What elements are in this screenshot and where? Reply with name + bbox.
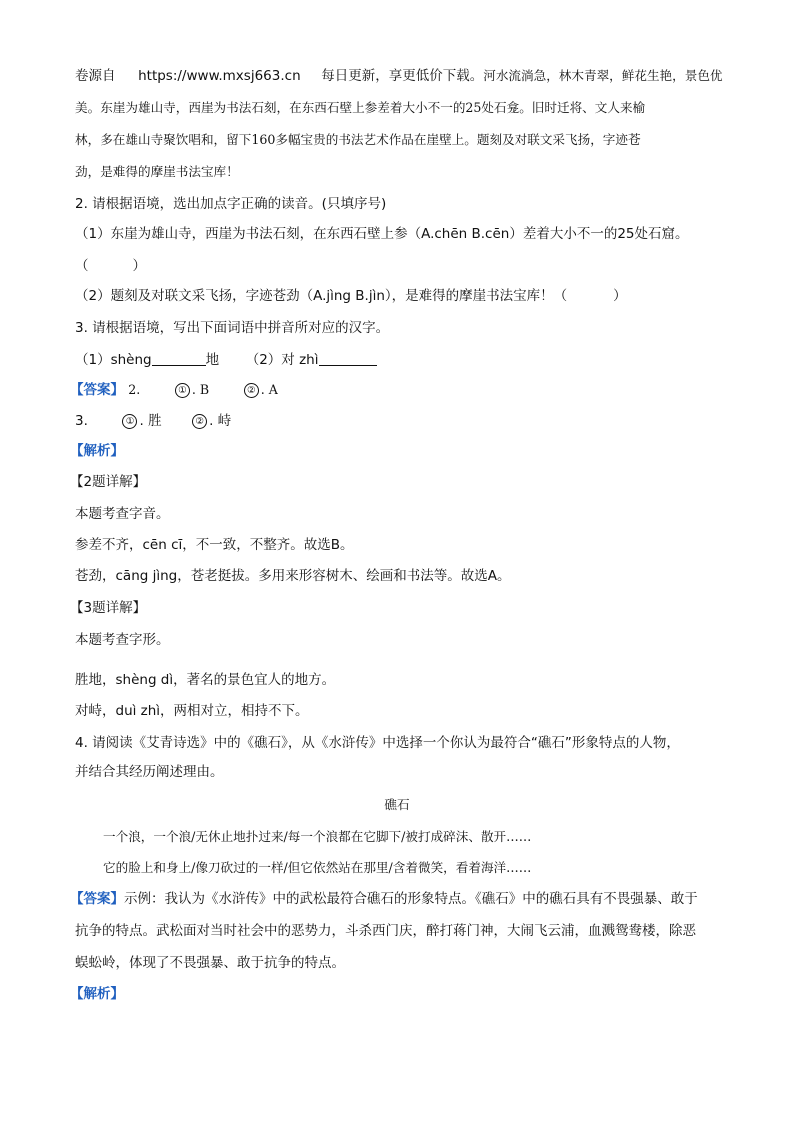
intro-text: 河水流淌急，林木青翠，鲜花生艳，景色优 [483, 68, 723, 83]
q2-detail-tag: 【2题详解】 [70, 474, 147, 490]
q3-detail-tag: 【3题详解】 [70, 600, 147, 616]
q3-title: 3. 请根据语境，写出下面词语中拼音所对应的汉字。 [75, 320, 390, 336]
answer-block-2-line-1: 【答案】示例：我认为《水浒传》中的武松最符合礁石的形象特点。《礁石》中的礁石具有不畏强暴、敢于 [70, 891, 698, 907]
answer-block-2-line-3: 蜈蚣岭，体现了不畏强暴、敢于抗争的特点。 [75, 955, 345, 971]
q2-title: 2. 请根据语境，选出加点字正确的读音。(只填序号) [75, 196, 387, 212]
q3-item-1-prefix: （1）shèng [75, 352, 152, 368]
q3-item-2-prefix: （2）对 zhì [245, 352, 319, 368]
q2-detail-line-2: 参差不齐，cēn cī，不一致，不整齐。故选B。 [75, 537, 354, 553]
intro-line-2: 美。东崖为雄山寺，西崖为书法石刻，在东西石壁上参差着大小不一的25处石龛。旧时迁将、文人来榆 [75, 100, 646, 115]
q2-item-2: （2）题刻及对联文采飞扬，字迹苍劲（A.jìng B.jìn），是难得的摩崖书法宝库！（ ） [75, 288, 627, 304]
q2-detail-line-1: 本题考查字音。 [75, 506, 170, 522]
q2-detail-line-3: 苍劲，cāng jìng，苍老挺拔。多用来形容树木、绘画和书法等。故选A。 [75, 568, 511, 584]
source-lead: 卷源自 [75, 68, 116, 84]
q2-item-1-blank: （ ） [75, 258, 146, 274]
intro-line-1 [75, 66, 723, 86]
poem-line-1: 一个浪，一个浪/无休止地扑过来/每一个浪都在它脚下/被打成碎沫、散开…… [103, 829, 532, 844]
answer-block-2-line-2: 抗争的特点。武松面对当时社会中的恶势力，斗杀西门庆，醉打蒋门神，大闹飞云浦，血溅鸳鸯楼，除恶 [75, 923, 696, 939]
circle-number-1: ① [122, 414, 137, 429]
q3-detail-line-2: 胜地，shèng dì，著名的景色宜人的地方。 [75, 672, 336, 688]
answer-block-1b: 3. ① . 胜 ② . 峙 [75, 413, 232, 429]
poem-line-2: 它的脸上和身上/像刀砍过的一样/但它依然站在那里/含着微笑，看着海洋…… [103, 860, 532, 875]
intro-line-4: 劲，是难得的摩崖书法宝库！ [75, 164, 239, 179]
q3-items [75, 350, 377, 370]
q3-item-1-suffix: 地 [205, 352, 220, 368]
answer-block-1: 【答案】 2. ① . B ② . A [70, 382, 278, 398]
answer-tag: 【答案】 [70, 382, 124, 398]
answer-tag: 【答案】 [70, 891, 124, 907]
q3-detail-line-1: 本题考查字形。 [75, 632, 170, 648]
source-url[interactable]: https://www.mxsj663.cn [138, 68, 301, 84]
intro-line-3: 林，多在雄山寺聚饮唱和，留下160多幅宝贵的书法艺术作品在崖壁上。题刻及对联文采飞扬，字迹苍 [75, 132, 641, 147]
poem-title: 礁石 [384, 797, 410, 812]
q2-item-1: （1）东崖为雄山寺，西崖为书法石刻，在东西石壁上参（A.chēn B.cēn）差着大小不一的25处石窟。 [75, 226, 689, 242]
circle-number-2: ② [244, 383, 259, 398]
circle-number-2: ② [192, 414, 207, 429]
analysis-tag-2: 【解析】 [70, 986, 124, 1002]
q3-detail-line-3: 对峙，duì zhì，两相对立，相持不下。 [75, 703, 309, 719]
q3-blank-2 [319, 351, 377, 366]
q4-line-2: 并结合其经历阐述理由。 [75, 764, 224, 780]
circle-number-1: ① [175, 383, 190, 398]
q3-blank-1 [152, 351, 206, 366]
promo-text: 每日更新，享更低价下载。 [321, 68, 484, 84]
analysis-tag: 【解析】 [70, 443, 124, 459]
q4-line-1: 4. 请阅读《艾青诗选》中的《礁石》，从《水浒传》中选择一个你认为最符合“礁石”形象特点的人物， [75, 735, 680, 751]
